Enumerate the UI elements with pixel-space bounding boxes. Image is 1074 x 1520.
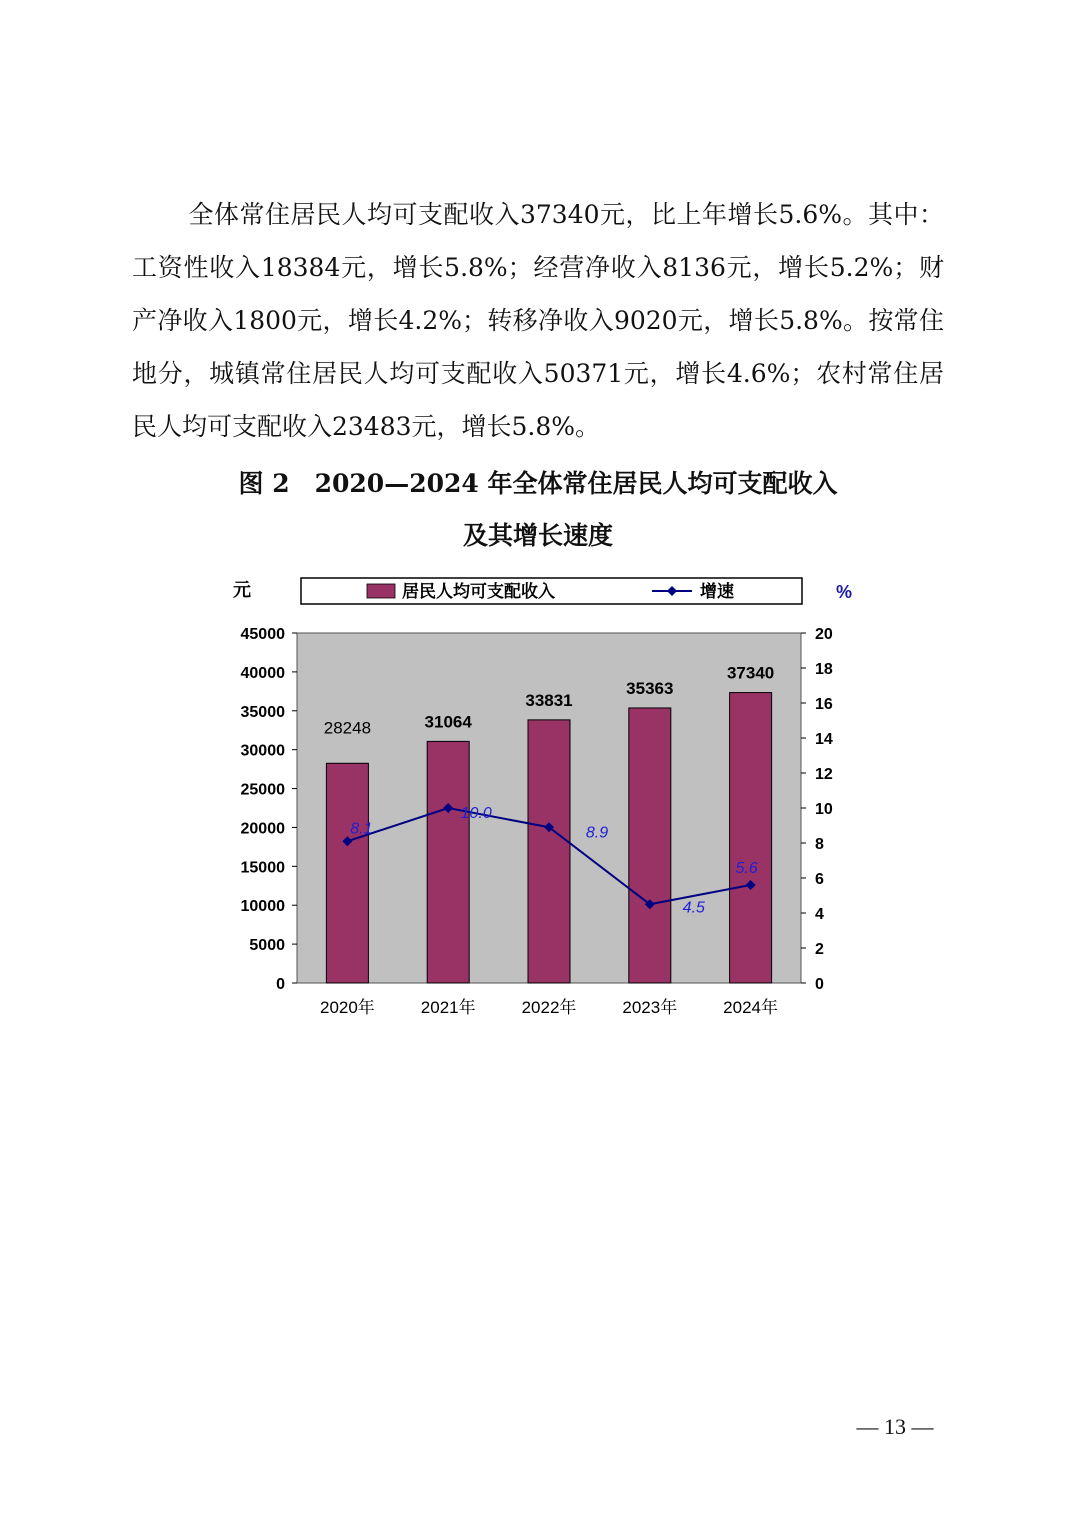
income-bar: [730, 693, 772, 983]
left-axis-tick-label: 5000: [249, 937, 285, 955]
right-axis-tick-label: 18: [815, 661, 833, 678]
legend-bar-label: 居民人均可支配收入: [402, 582, 555, 601]
left-axis-tick-label: 0: [276, 976, 285, 993]
income-bar: [427, 741, 469, 983]
left-axis: [241, 626, 298, 993]
income-bar-label: 37340: [726, 663, 775, 683]
right-axis-tick-label: 6: [815, 871, 824, 888]
right-axis-tick-label: 8: [815, 836, 824, 853]
right-axis-tick-label: 12: [815, 766, 833, 783]
right-axis-tick-label: 2: [815, 941, 824, 958]
left-axis-unit: 元: [233, 580, 251, 600]
left-axis-tick-label: 30000: [240, 742, 285, 760]
growth-point-label: 8.9: [585, 824, 609, 842]
x-axis-label: 2023年: [622, 998, 678, 1017]
left-axis-tick-label: 45000: [240, 626, 285, 643]
income-bar: [629, 708, 671, 983]
left-axis-tick-label: 25000: [240, 781, 285, 799]
income-bar-label: 33831: [525, 690, 573, 710]
x-axis-label: 2020年: [319, 998, 375, 1017]
income-paragraph-text: 全体常住居民人均可支配收入37340元，比上年增长5.6%。其中：工资性收入18384元，增长5.8%；经营净收入8136元，增长5.2%；财产净收入1800元，增长4.2%；转移净收入9020元，增长5.8%。按常住地分，城镇常住居民人均可支配收入50371元，增长4.6%；农村常住居民人均可支配收入23483元，增长5.8%。: [132, 200, 944, 441]
income-paragraph: [132, 188, 944, 453]
income-bar: [326, 763, 368, 983]
x-axis-labels: [320, 997, 778, 1017]
x-axis-label: 2024年: [723, 998, 779, 1017]
chart-legend: [301, 578, 802, 604]
income-chart: [222, 568, 872, 1038]
left-axis-tick-label: 15000: [240, 859, 285, 877]
growth-point-label: 10.0: [460, 805, 492, 822]
left-axis-tick-label: 10000: [240, 898, 285, 916]
right-axis-tick-label: 20: [815, 626, 833, 643]
income-bar-label: 31064: [424, 712, 472, 732]
legend-bar-swatch: [367, 584, 395, 598]
right-axis-tick-label: 4: [815, 906, 824, 923]
right-axis-tick-label: 14: [815, 731, 833, 748]
page-number: — 13 —: [856, 1414, 934, 1439]
right-axis-tick-label: 16: [815, 696, 833, 713]
income-bar: [528, 720, 570, 983]
growth-point-label: 5.6: [735, 860, 758, 877]
income-bar-label: 28248: [323, 718, 372, 738]
right-axis-tick-label: 0: [815, 976, 824, 993]
left-axis-tick-label: 35000: [240, 703, 285, 721]
right-axis-unit: %: [835, 582, 853, 602]
income-bar-label: 35363: [626, 678, 674, 698]
figure-title-line-2: 及其增长速度: [462, 521, 613, 550]
figure-title-line-1: 图 2 2020—2024 年全体常住居民人均可支配收入: [238, 469, 838, 498]
right-axis: [801, 626, 833, 993]
growth-point-label: 8.1: [350, 820, 373, 838]
growth-point-label: 4.5: [682, 899, 705, 917]
consumption-paragraph: [132, 1074, 944, 1127]
legend-line-label: 增速: [700, 582, 734, 601]
right-axis-tick-label: 10: [815, 801, 833, 818]
left-axis-tick-label: 40000: [240, 664, 285, 682]
x-axis-label: 2021年: [420, 998, 476, 1017]
x-axis-label: 2022年: [521, 998, 577, 1017]
left-axis-tick-label: 20000: [240, 820, 285, 838]
